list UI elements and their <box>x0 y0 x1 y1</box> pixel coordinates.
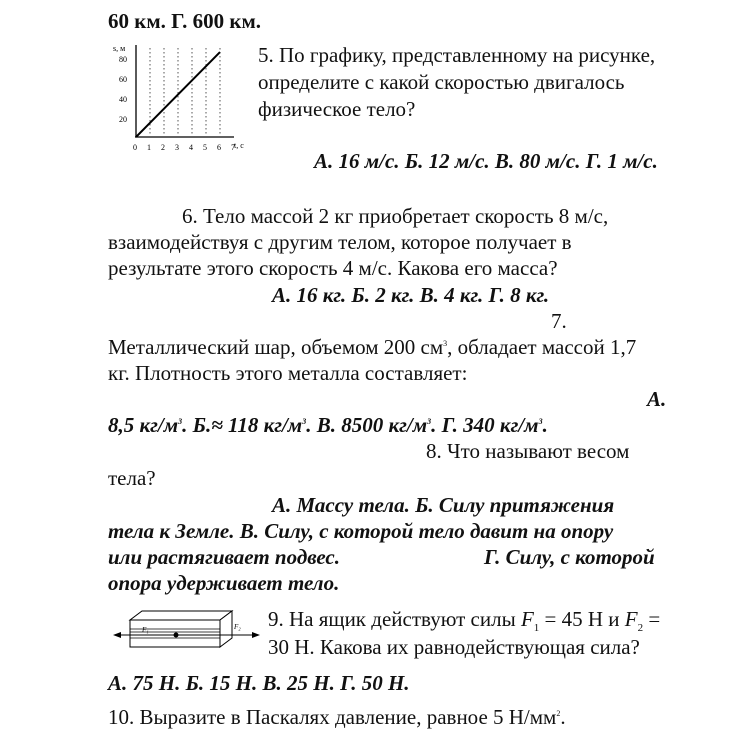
y-tick-60: 60 <box>119 75 127 84</box>
grid-lines <box>150 48 220 136</box>
q9-line-2: 30 Н. Какова их равнодействующая сила? <box>268 635 640 659</box>
y-tick-40: 40 <box>119 95 127 104</box>
q8-line-1: 8. Что называют весом <box>426 439 630 463</box>
q9-line-1: 9. На ящик действуют силы $F_1 = 45$ Н и $F_2$ = <box>268 607 661 635</box>
x-tick-2: 2 <box>161 143 165 152</box>
q10-line: 10. Выразите в Паскалях давление, равное 5 $Н/мм^2$. <box>108 705 566 729</box>
x-tick-0: 0 <box>133 143 137 152</box>
y-tick-80: 80 <box>119 55 127 64</box>
q8-answer-line-1: А. Массу тела. Б. Силу притяжения <box>272 493 615 517</box>
q7-number: 7. <box>551 309 567 333</box>
q9-answers: А. 75 Н. Б. 15 Н. В. 25 Н. Г. 50 Н. <box>108 671 410 695</box>
x-tick-1: 1 <box>147 143 151 152</box>
distance-time-graph <box>110 40 260 160</box>
q7-answer-a-label: А. <box>647 387 667 411</box>
force-f1-label: F₁ <box>142 626 149 634</box>
q7-answers: 8,5 $кг/м^3$. Б.≈ 118 $кг/м^3$. В. 8500 $кг/м^3$. Г. 340 $кг/м^3$. <box>108 413 548 437</box>
q8-answer-line-3a: или растягивает подвес. <box>108 545 340 569</box>
q7-line-2: кг. Плотность этого металла составляет: <box>108 361 468 385</box>
q6-line-2: взаимодействуя с другим телом, которое получает в <box>108 230 572 254</box>
q8-line-2: тела? <box>108 466 156 490</box>
x-tick-6: 6 <box>217 143 221 152</box>
q6-answers: А. 16 кг. Б. 2 кг. В. 4 кг. Г. 8 кг. <box>272 283 550 307</box>
y-axis-label: s, м <box>113 44 126 53</box>
x-tick-3: 3 <box>175 143 179 152</box>
q8-answer-line-3b: Г. Силу, с которой <box>484 545 655 569</box>
x-tick-4: 4 <box>189 143 193 152</box>
y-tick-20: 20 <box>119 115 127 124</box>
force-f2-label: F₂ <box>234 623 241 631</box>
previous-answers-tail: 60 км. Г. 600 км. <box>108 9 262 33</box>
q5-line-1: 5. По графику, представленному на рисунке, <box>258 43 656 67</box>
x-tick-7: 7 <box>231 143 235 152</box>
q8-answer-line-4: опора удерживает тело. <box>108 571 340 595</box>
q8-answer-line-2: тела к Земле. В. Силу, с которой тело давит на опору <box>108 519 614 543</box>
q5-answers: А. 16 м/с. Б. 12 м/с. В. 80 м/с. Г. 1 м/с. <box>314 149 658 173</box>
q5-line-2: определите с какой скоростью двигалось <box>258 70 625 94</box>
x-axis-label: t, с <box>234 141 244 150</box>
q5-line-3: физическое тело? <box>258 97 416 121</box>
q7-line-1: Металлический шар, объемом 200 $см^3$, обладает массой 1,7 <box>108 335 637 359</box>
q6-line-1: 6. Тело массой 2 кг приобретает скорость 8 м/с, <box>182 204 609 228</box>
x-tick-5: 5 <box>203 143 207 152</box>
box-forces-diagram <box>110 605 265 657</box>
q6-line-3: результате этого скорость 4 м/с. Какова его масса? <box>108 256 558 280</box>
